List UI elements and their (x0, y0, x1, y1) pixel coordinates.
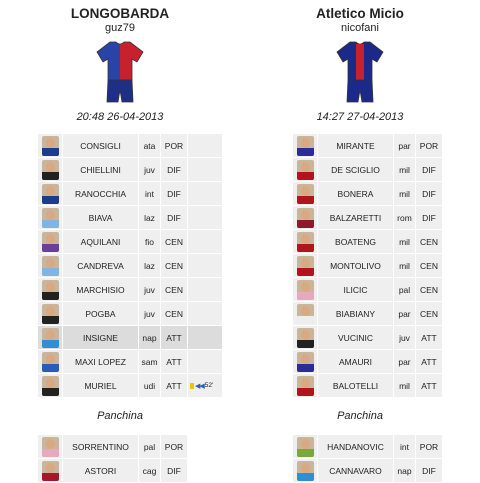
player-avatar-icon (297, 328, 314, 348)
player-avatar-cell (293, 134, 317, 157)
player-club: fio (139, 230, 160, 253)
player-club: sam (139, 350, 160, 373)
team-name[interactable]: LONGOBARDA (70, 6, 170, 21)
avatar-shirt (297, 364, 314, 372)
player-avatar-icon (42, 136, 59, 156)
player-avatar-icon (297, 184, 314, 204)
player-avatar-icon (297, 352, 314, 372)
player-role: POR (161, 435, 187, 458)
player-club: pal (394, 278, 415, 301)
player-role: DIF (161, 206, 187, 229)
player-name[interactable]: HANDANOVIC (318, 435, 393, 458)
avatar-shirt (42, 268, 59, 276)
player-row[interactable] (38, 459, 187, 482)
player-avatar-icon (297, 437, 314, 457)
player-row[interactable] (38, 278, 222, 301)
player-row[interactable] (293, 459, 442, 482)
player-role: POR (416, 435, 442, 458)
player-name[interactable]: AMAURI (318, 350, 393, 373)
player-events-cell (188, 350, 222, 373)
player-role: DIF (416, 182, 442, 205)
player-role: ATT (416, 374, 442, 397)
avatar-face (46, 378, 55, 388)
player-avatar-icon (297, 376, 314, 396)
team-name[interactable]: Atletico Micio (316, 6, 404, 21)
player-role: POR (416, 134, 442, 157)
player-events-cell (188, 230, 222, 253)
avatar-face (46, 282, 55, 292)
avatar-shirt (42, 340, 59, 348)
avatar-shirt (297, 449, 314, 457)
player-row[interactable] (293, 326, 442, 349)
player-row[interactable] (293, 230, 442, 253)
player-name[interactable]: BALZARETTI (318, 206, 393, 229)
player-club: int (394, 435, 415, 458)
player-club: par (394, 134, 415, 157)
player-avatar-icon (42, 256, 59, 276)
player-avatar-icon (297, 256, 314, 276)
team-jersey-icon (335, 40, 385, 106)
player-avatar-icon (42, 304, 59, 324)
player-club: mil (394, 254, 415, 277)
avatar-face (46, 439, 55, 449)
player-club: mil (394, 182, 415, 205)
player-avatar-cell (293, 435, 317, 458)
player-avatar-icon (42, 280, 59, 300)
player-events-cell (188, 158, 222, 181)
player-events-cell (188, 374, 222, 397)
player-row[interactable] (38, 206, 222, 229)
player-role: DIF (416, 459, 442, 482)
player-avatar-icon (42, 184, 59, 204)
player-name[interactable]: VUCINIC (318, 326, 393, 349)
player-avatar-icon (42, 160, 59, 180)
team-owner: nicofani (341, 22, 379, 34)
avatar-shirt (297, 473, 314, 481)
player-row[interactable] (293, 278, 442, 301)
player-row[interactable] (38, 230, 222, 253)
avatar-face (301, 234, 310, 244)
player-name[interactable]: BIAVA (63, 206, 138, 229)
player-avatar-icon (297, 136, 314, 156)
player-avatar-cell (38, 254, 62, 277)
player-avatar-icon (297, 461, 314, 481)
player-avatar-icon (297, 280, 314, 300)
player-role: ATT (416, 326, 442, 349)
player-role: DIF (161, 158, 187, 181)
player-avatar-cell (38, 459, 62, 482)
starters-table (37, 133, 223, 398)
player-avatar-cell (293, 302, 317, 325)
bench-table (37, 434, 188, 483)
player-name[interactable]: ILICIC (318, 278, 393, 301)
avatar-face (46, 186, 55, 196)
avatar-shirt (42, 364, 59, 372)
player-avatar-cell (38, 326, 62, 349)
player-events-cell (188, 254, 222, 277)
avatar-face (301, 378, 310, 388)
player-row[interactable] (38, 435, 187, 458)
player-club: juv (139, 302, 160, 325)
player-avatar-cell (38, 182, 62, 205)
player-avatar-cell (38, 302, 62, 325)
player-club: par (394, 350, 415, 373)
avatar-shirt (297, 292, 314, 300)
avatar-shirt (42, 388, 59, 396)
player-avatar-cell (293, 278, 317, 301)
lineup-datetime: 14:27 27-04-2013 (316, 111, 404, 123)
player-row[interactable] (38, 326, 222, 349)
player-avatar-icon (42, 352, 59, 372)
avatar-shirt (297, 388, 314, 396)
avatar-shirt (297, 172, 314, 180)
avatar-face (46, 463, 55, 473)
player-club: int (139, 182, 160, 205)
avatar-face (46, 354, 55, 364)
avatar-shirt (42, 316, 59, 324)
avatar-face (46, 210, 55, 220)
player-avatar-icon (42, 208, 59, 228)
player-name[interactable]: SORRENTINO (63, 435, 138, 458)
player-avatar-cell (38, 374, 62, 397)
player-avatar-cell (293, 230, 317, 253)
player-avatar-cell (293, 158, 317, 181)
player-name[interactable]: RANOCCHIA (63, 182, 138, 205)
bench-table (292, 434, 443, 483)
bench-heading: Panchina (97, 410, 143, 422)
player-row[interactable] (293, 254, 442, 277)
player-row[interactable] (38, 134, 222, 157)
player-club: laz (139, 254, 160, 277)
player-role: CEN (161, 254, 187, 277)
player-club: pal (139, 435, 160, 458)
player-name[interactable]: MIRANTE (318, 134, 393, 157)
event-icons (188, 382, 222, 390)
avatar-face (301, 258, 310, 268)
player-avatar-cell (38, 350, 62, 373)
player-club: mil (394, 230, 415, 253)
player-name[interactable]: DE SCIGLIO (318, 158, 393, 181)
player-row[interactable] (293, 302, 442, 325)
player-name[interactable]: BOATENG (318, 230, 393, 253)
player-row[interactable] (38, 374, 222, 397)
player-name[interactable]: MONTOLIVO (318, 254, 393, 277)
player-role: CEN (416, 278, 442, 301)
player-avatar-icon (42, 437, 59, 457)
player-club: nap (394, 459, 415, 482)
bench-heading: Panchina (337, 410, 383, 422)
avatar-face (301, 186, 310, 196)
player-role: CEN (161, 230, 187, 253)
player-avatar-icon (297, 160, 314, 180)
avatar-shirt (297, 220, 314, 228)
avatar-face (301, 162, 310, 172)
player-avatar-cell (293, 206, 317, 229)
avatar-shirt (297, 244, 314, 252)
player-name[interactable]: CANDREVA (63, 254, 138, 277)
player-role: ATT (161, 350, 187, 373)
player-name[interactable]: BONERA (318, 182, 393, 205)
player-row[interactable] (38, 350, 222, 373)
player-name[interactable]: BIABIANY (318, 302, 393, 325)
player-avatar-icon (42, 376, 59, 396)
player-row[interactable] (38, 302, 222, 325)
team-jersey-icon (95, 40, 145, 106)
avatar-face (301, 330, 310, 340)
avatar-shirt (297, 196, 314, 204)
avatar-face (46, 138, 55, 148)
avatar-face (46, 306, 55, 316)
player-avatar-cell (293, 459, 317, 482)
avatar-shirt (42, 449, 59, 457)
player-avatar-cell (293, 350, 317, 373)
player-name[interactable]: MAXI LOPEZ (63, 350, 138, 373)
player-role: CEN (416, 230, 442, 253)
player-role: DIF (416, 206, 442, 229)
player-club: cag (139, 459, 160, 482)
player-avatar-icon (42, 232, 59, 252)
player-row[interactable] (293, 134, 442, 157)
player-row[interactable] (38, 254, 222, 277)
player-role: CEN (416, 302, 442, 325)
avatar-face (301, 282, 310, 292)
avatar-shirt (297, 148, 314, 156)
player-avatar-cell (38, 158, 62, 181)
player-name[interactable]: MARCHISIO (63, 278, 138, 301)
player-events-cell (188, 302, 222, 325)
player-name[interactable]: INSIGNE (63, 326, 138, 349)
player-events-cell (188, 182, 222, 205)
substitution-minute: 52' (204, 382, 214, 389)
avatar-shirt (42, 220, 59, 228)
player-avatar-cell (38, 435, 62, 458)
player-club: nap (139, 326, 160, 349)
player-club: mil (394, 158, 415, 181)
player-role: DIF (161, 459, 187, 482)
player-events-cell (188, 278, 222, 301)
avatar-shirt (297, 316, 314, 324)
player-avatar-cell (293, 182, 317, 205)
player-avatar-icon (297, 208, 314, 228)
player-name[interactable]: POGBA (63, 302, 138, 325)
player-name[interactable]: CONSIGLI (63, 134, 138, 157)
player-club: par (394, 302, 415, 325)
player-role: ATT (161, 374, 187, 397)
player-name[interactable]: CHIELLINI (63, 158, 138, 181)
player-role: ATT (416, 350, 442, 373)
player-role: DIF (161, 182, 187, 205)
avatar-face (301, 463, 310, 473)
avatar-shirt (42, 473, 59, 481)
player-name[interactable]: ASTORI (63, 459, 138, 482)
player-club: juv (139, 278, 160, 301)
player-avatar-cell (293, 326, 317, 349)
player-role: DIF (416, 158, 442, 181)
player-avatar-cell (38, 278, 62, 301)
lineup-datetime: 20:48 26-04-2013 (76, 111, 164, 123)
player-avatar-icon (42, 461, 59, 481)
player-club: udi (139, 374, 160, 397)
avatar-face (301, 306, 310, 316)
player-row[interactable] (293, 182, 442, 205)
avatar-face (301, 439, 310, 449)
team-owner: guz79 (105, 22, 135, 34)
player-events-cell (188, 206, 222, 229)
player-role: ATT (161, 326, 187, 349)
player-events-cell (188, 134, 222, 157)
avatar-shirt (42, 172, 59, 180)
player-avatar-cell (38, 206, 62, 229)
avatar-shirt (42, 148, 59, 156)
yellow-card-icon (190, 383, 194, 389)
avatar-face (301, 354, 310, 364)
avatar-shirt (297, 268, 314, 276)
player-club: juv (139, 158, 160, 181)
player-row[interactable] (293, 206, 442, 229)
avatar-shirt (42, 292, 59, 300)
player-club: rom (394, 206, 415, 229)
player-avatar-cell (38, 230, 62, 253)
player-avatar-icon (297, 232, 314, 252)
starters-table (292, 133, 443, 398)
player-role: CEN (161, 302, 187, 325)
player-row[interactable] (38, 158, 222, 181)
player-row[interactable] (293, 435, 442, 458)
avatar-shirt (42, 244, 59, 252)
player-role: CEN (161, 278, 187, 301)
player-club: mil (394, 374, 415, 397)
avatar-shirt (297, 340, 314, 348)
avatar-face (301, 138, 310, 148)
player-club: juv (394, 326, 415, 349)
avatar-face (46, 330, 55, 340)
player-name[interactable]: CANNAVARO (318, 459, 393, 482)
player-role: POR (161, 134, 187, 157)
player-name[interactable]: MURIEL (63, 374, 138, 397)
player-avatar-cell (293, 254, 317, 277)
avatar-face (46, 162, 55, 172)
avatar-face (46, 258, 55, 268)
player-events-cell (188, 326, 222, 349)
player-row[interactable] (38, 182, 222, 205)
player-row[interactable] (293, 350, 442, 373)
player-avatar-icon (297, 304, 314, 324)
substitution-out-icon: ◀◀ (195, 382, 204, 390)
player-club: laz (139, 206, 160, 229)
player-avatar-cell (38, 134, 62, 157)
player-name[interactable]: AQUILANI (63, 230, 138, 253)
player-avatar-cell (293, 374, 317, 397)
player-avatar-icon (42, 328, 59, 348)
player-row[interactable] (293, 374, 442, 397)
avatar-face (46, 234, 55, 244)
player-role: CEN (416, 254, 442, 277)
avatar-shirt (42, 196, 59, 204)
player-club: ata (139, 134, 160, 157)
avatar-face (301, 210, 310, 220)
player-row[interactable] (293, 158, 442, 181)
player-name[interactable]: BALOTELLI (318, 374, 393, 397)
